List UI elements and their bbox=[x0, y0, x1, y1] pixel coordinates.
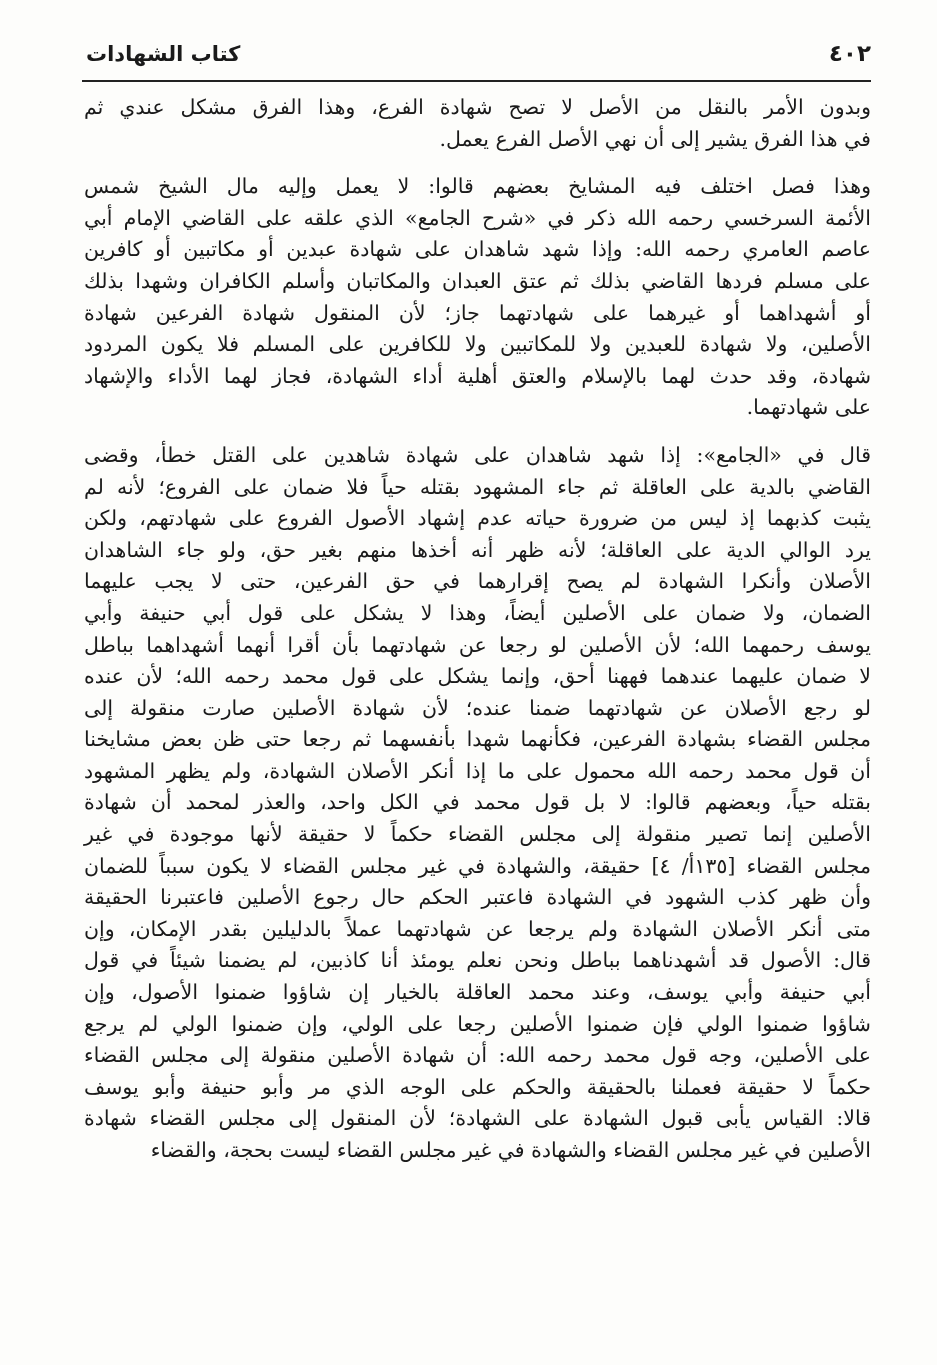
text-line: يرد الوالي الدية على العاقلة؛ لأنه ظهر أنه أخذها منهم بغير حق، ولو جاء الشاهدان bbox=[84, 537, 871, 562]
text-line: على الأصلين، وجه قول محمد رحمه الله: أن شهادة الأصلين منقولة إلى مجلس القضاء bbox=[84, 1043, 871, 1068]
text-line: قال في «الجامع»: إذا شهد شاهدان على شهادة شاهدين على القتل خطأ، وقضى bbox=[84, 442, 871, 467]
text-line: على شهادتهما. bbox=[746, 395, 871, 420]
paragraph bbox=[84, 171, 871, 424]
text-line: بقتله حياً، وبعضهم قالوا: لا بل قول محمد في الكل واحد، والعذر لمحمد أن شهادة bbox=[84, 790, 871, 815]
text-line: حكماً لا حقيقة فعملنا بالحقيقة والحكم على الوجه الذي مر وأبو حنيفة وأبو يوسف bbox=[84, 1074, 871, 1099]
text-line: مجلس القضاء [١٣٥أ/ ٤] حقيقة، والشهادة في غير مجلس القضاء لا يكون سبباً للضمان bbox=[84, 853, 871, 878]
text-line: قالا: القياس يأبى قبول الشهادة على الشهادة؛ لأن المنقول إلى مجلس القضاء شهادة bbox=[84, 1106, 871, 1131]
page-number: ٤٠٢ bbox=[828, 41, 871, 67]
text-line: شهادة، وقد حدث لهما بالإسلام والعتق أهلية أداء الشهادة، فجاز لهما الأداء والإشهاد bbox=[84, 363, 871, 388]
text-line: يثبت كذبهما إذ ليس من ضرورة حياته عدم إشهاد الأصول الفروع على شهادتهم، ولكن bbox=[84, 506, 871, 531]
text-line: يوسف رحمهما الله؛ لأن الأصلين لو رجعا عن شهادتهما بأن أقرا أنهما أشهداهما بباطل bbox=[84, 632, 871, 657]
text-line: الأئمة السرخسي رحمه الله ذكر في «شرح الجامع» الذي علقه على القاضي الإمام أبي bbox=[84, 205, 871, 230]
text-line: على مسلم فردها القاضي بذلك ثم عتق العبدان والمكاتبان وأسلم الكافران وشهدا بذلك bbox=[84, 268, 871, 293]
header-rule bbox=[82, 80, 871, 82]
text-line: عاصم العامري رحمه الله: وإذا شهد شاهدان على شهادة عبدين أو مكاتبين أو كافرين bbox=[84, 237, 871, 262]
text-line: الضمان، ولا ضمان على الأصلين أيضاً، وهذا لا يشكل على قول أبي حنيفة وأبي bbox=[84, 600, 871, 625]
text-line: في هذا الفرق يشير إلى أن نهي الأصل الفرع يعمل. bbox=[439, 126, 871, 151]
text-line: القاضي بالدية على العاقلة ثم جاء المشهود بقتله حياً فلا ضمان على الفروع؛ لأنه لم bbox=[84, 474, 871, 499]
text-line: مجلس القضاء بشهادة الفرعين، فكأنهما شهدا بأنفسهما ثم رجعا حتى ظن بعض مشايخنا bbox=[84, 727, 871, 752]
paragraph bbox=[84, 440, 871, 1167]
text-line: الأصلان وأنكرا الشهادة لم يصح إقرارهما في حق الفرعين، حتى لا يجب عليهما bbox=[84, 569, 871, 594]
text-line: الأصلين، ولا شهادة للعبدين ولا للمكاتبين ولا للكافرين على المسلم فلا يكون المردود bbox=[84, 332, 871, 357]
text-line: الأصلين إنما تصير منقولة إلى مجلس القضاء حكماً لا حقيقة لأنها موجودة في غير bbox=[84, 822, 871, 847]
text-line: أو أشهداهما أو غيرهما على شهادتهما جاز؛ لأن المنقول شهادة الفرعين شهادة bbox=[84, 300, 871, 325]
text-line: شاؤوا ضمنوا الولي فإن ضمنوا الأصلين رجعا على الولي، وإن ضمنوا الولي لم يرجع bbox=[84, 1011, 871, 1036]
text-line: أن قول محمد رحمه الله محمول على ما إذا أنكر الأصلان الشهادة، ولم يظهر المشهود bbox=[84, 758, 871, 783]
text-line: الأصلين في غير مجلس القضاء والشهادة في غير مجلس القضاء ليست بحجة، والقضاء bbox=[150, 1138, 871, 1162]
text-line: لو رجع الأصلان عن شهادتهما ضمنا عنده؛ لأن شهادة الأصلين صارت منقولة إلى bbox=[84, 695, 871, 720]
text-line: وهذا فصل اختلف فيه المشايخ بعضهم قالوا: لا يعمل وإليه مال الشيخ شمس bbox=[84, 174, 871, 199]
text-line: متى أنكر الأصلان الشهادة ولم يرجعا عن شهادتهما عملاً بالدليلين بقدر الإمكان، وإن bbox=[84, 916, 871, 941]
page-header bbox=[86, 30, 871, 78]
text-line: قال: الأصول قد أشهدناهما بباطل ونحن نعلم يومئذ أنا كاذبين، لم يضمنا شيئاً في قول bbox=[84, 948, 871, 973]
paragraph bbox=[84, 92, 871, 155]
page-body bbox=[84, 92, 871, 1167]
text-line: لا ضمان عليهما عندهما فههنا أحق، وإنما يشكل على قول محمد رحمه الله؛ لأن عنده bbox=[84, 664, 871, 689]
text-line: وبدون الأمر بالنقل من الأصل لا تصح شهادة الفرع، وهذا الفرق مشكل عندي ثم bbox=[84, 95, 871, 119]
chapter-title: كتاب الشهادات bbox=[86, 42, 241, 66]
text-line: أبي حنيفة وأبي يوسف، وعند محمد العاقلة بالخيار إن شاؤوا ضمنوا الأصول، وإن bbox=[84, 980, 871, 1005]
text-line: وأن ظهر كذب الشهود في الشهادة فاعتبر الحكم حال رجوع الأصلين فاعتبرنا الحقيقة bbox=[84, 885, 871, 910]
